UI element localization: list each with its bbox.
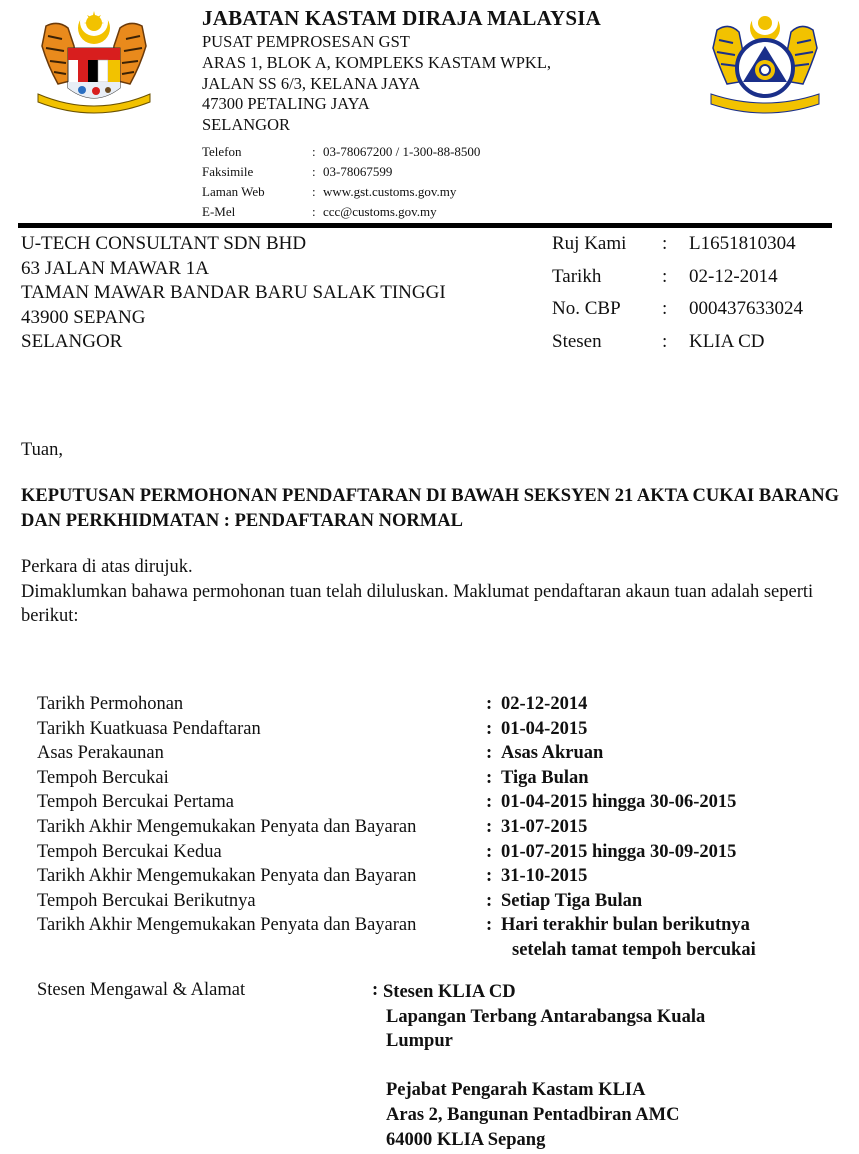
reference-row xyxy=(552,330,803,363)
colon: : xyxy=(662,330,668,352)
detail-row xyxy=(37,864,756,889)
intro-paragraph xyxy=(21,555,851,629)
recipient-company: U-TECH CONSULTANT SDN BHD xyxy=(21,233,307,254)
colon: : xyxy=(312,164,316,179)
detail-label: Tempoh Bercukai Berikutnya xyxy=(37,890,256,911)
detail-value: 31-07-2015 xyxy=(501,816,588,837)
recipient-address-line: 43900 SEPANG xyxy=(21,306,146,328)
detail-row xyxy=(37,717,756,742)
detail-row xyxy=(37,766,756,791)
recipient-address xyxy=(21,232,446,355)
contact-label: E-Mel xyxy=(202,204,236,219)
detail-row xyxy=(37,790,756,815)
detail-value: Setiap Tiga Bulan xyxy=(501,890,643,911)
colon: : xyxy=(662,298,668,319)
detail-label: Tarikh Akhir Mengemukakan Penyata dan Bayaran xyxy=(37,816,417,837)
recipient-address-line: 63 JALAN MAWAR 1A xyxy=(21,257,209,279)
fax-value: 03-78067599 xyxy=(323,164,393,179)
intro-line: Dimaklumkan bahawa permohonan tuan telah diluluskan. Maklumat pendaftaran akaun tuan adalah seperti berikut: xyxy=(21,581,814,626)
reference-number: L1651810304 xyxy=(689,233,796,254)
colon: : xyxy=(312,204,316,219)
reference-label: No. CBP xyxy=(552,298,621,319)
cbp-number: 000437633024 xyxy=(689,298,803,319)
contact-row-faksimile xyxy=(202,162,480,182)
detail-label: Tempoh Bercukai Kedua xyxy=(37,841,222,862)
contact-label: Laman Web xyxy=(202,184,265,199)
colon: : xyxy=(486,841,493,862)
contact-row-email xyxy=(202,202,480,222)
malaysia-coat-of-arms-logo xyxy=(18,6,170,118)
address-line: PUSAT PEMPROSESAN GST xyxy=(202,32,410,51)
station-address xyxy=(383,980,705,1152)
detail-label: Tarikh Akhir Mengemukakan Penyata dan Bayaran xyxy=(37,866,417,887)
address-line: ARAS 1, BLOK A, KOMPLEKS KASTAM WPKL, xyxy=(202,52,552,72)
detail-value-line: Hari terakhir bulan berikutnya xyxy=(501,915,750,936)
detail-label: Tempoh Bercukai Pertama xyxy=(37,792,234,813)
contact-block xyxy=(202,142,480,222)
reference-row xyxy=(552,297,803,330)
contact-label: Telefon xyxy=(202,144,242,159)
detail-label: Tarikh Kuatkuasa Pendaftaran xyxy=(37,718,261,739)
detail-label: Tarikh Akhir Mengemukakan Penyata dan Bayaran xyxy=(37,915,417,936)
address-line: JALAN SS 6/3, KELANA JAYA xyxy=(202,73,421,93)
colon: : xyxy=(312,184,316,199)
detail-value: Asas Akruan xyxy=(501,743,604,764)
organization-address xyxy=(202,32,551,136)
letter-date: 02-12-2014 xyxy=(689,265,778,287)
detail-value: 31-10-2015 xyxy=(501,866,588,887)
reference-block xyxy=(552,232,803,362)
detail-row xyxy=(37,913,756,962)
colon: : xyxy=(372,980,379,1000)
contact-label: Faksimile xyxy=(202,164,254,179)
contact-row-telefon xyxy=(202,142,480,162)
colon: : xyxy=(486,792,493,813)
address-line: 47300 PETALING JAYA xyxy=(202,94,370,114)
reference-row xyxy=(552,232,803,265)
reference-label: Tarikh xyxy=(552,265,602,287)
detail-value: 01-07-2015 hingga 30-09-2015 xyxy=(501,841,737,862)
colon: : xyxy=(486,718,493,739)
detail-row xyxy=(37,840,756,865)
station-address-spacer xyxy=(383,1054,705,1079)
detail-value: 01-04-2015 hingga 30-06-2015 xyxy=(501,792,737,813)
organization-name: JABATAN KASTAM DIRAJA MALAYSIA xyxy=(202,6,602,30)
colon: : xyxy=(662,265,668,287)
detail-label: Tempoh Bercukai xyxy=(37,767,169,788)
colon: : xyxy=(486,816,493,837)
recipient-address-line: TAMAN MAWAR BANDAR BARU SALAK TINGGI xyxy=(21,282,446,303)
colon: : xyxy=(662,233,668,254)
station-label: Stesen Mengawal & Alamat xyxy=(37,980,246,1000)
detail-value: 02-12-2014 xyxy=(501,694,588,714)
detail-label: Tarikh Permohonan xyxy=(37,694,184,714)
email-link[interactable]: ccc@customs.gov.my xyxy=(323,204,437,219)
colon: : xyxy=(486,915,493,936)
station-address-line: Pejabat Pengarah Kastam KLIA xyxy=(386,1080,646,1101)
station-address-line: Lapangan Terbang Antarabangsa Kuala xyxy=(386,1006,706,1027)
detail-value xyxy=(501,913,756,962)
detail-value: 01-04-2015 xyxy=(501,718,588,739)
kastam-emblem-logo xyxy=(695,8,835,120)
salutation: Tuan, xyxy=(21,440,63,460)
station-value: KLIA CD xyxy=(689,330,765,352)
station-address-line: Lumpur xyxy=(386,1031,453,1052)
reference-label: Ruj Kami xyxy=(552,233,627,254)
colon: : xyxy=(486,767,493,788)
contact-row-website xyxy=(202,182,480,202)
station-name: Stesen KLIA CD xyxy=(383,982,516,1002)
colon: : xyxy=(486,743,493,764)
header-divider xyxy=(18,223,832,228)
colon: : xyxy=(312,144,316,159)
detail-value: Tiga Bulan xyxy=(501,767,589,788)
detail-row xyxy=(37,741,756,766)
registration-details xyxy=(37,692,756,963)
detail-row xyxy=(37,889,756,914)
colon: : xyxy=(486,694,493,714)
recipient-address-line: SELANGOR xyxy=(21,331,123,352)
detail-label: Asas Perakaunan xyxy=(37,743,164,764)
intro-line: Perkara di atas dirujuk. xyxy=(21,557,193,577)
station-address-line: Aras 2, Bangunan Pentadbiran AMC xyxy=(386,1104,680,1125)
detail-row xyxy=(37,815,756,840)
detail-row xyxy=(37,692,756,717)
address-line: SELANGOR xyxy=(202,115,291,135)
colon: : xyxy=(486,866,493,887)
reference-label: Stesen xyxy=(552,330,602,352)
detail-value-line: setelah tamat tempoh bercukai xyxy=(512,939,756,960)
telephone-value: 03-78067200 / 1-300-88-8500 xyxy=(323,144,481,159)
website-link[interactable]: www.gst.customs.gov.my xyxy=(323,184,457,199)
colon: : xyxy=(486,890,493,911)
station-address-line: 64000 KLIA Sepang xyxy=(386,1129,546,1150)
letter-subject: KEPUTUSAN PERMOHONAN PENDAFTARAN DI BAWAH SEKSYEN 21 AKTA CUKAI BARANG DAN PERKHIDMATAN : PENDAFTARAN NORMAL xyxy=(21,486,840,531)
reference-row xyxy=(552,265,803,298)
